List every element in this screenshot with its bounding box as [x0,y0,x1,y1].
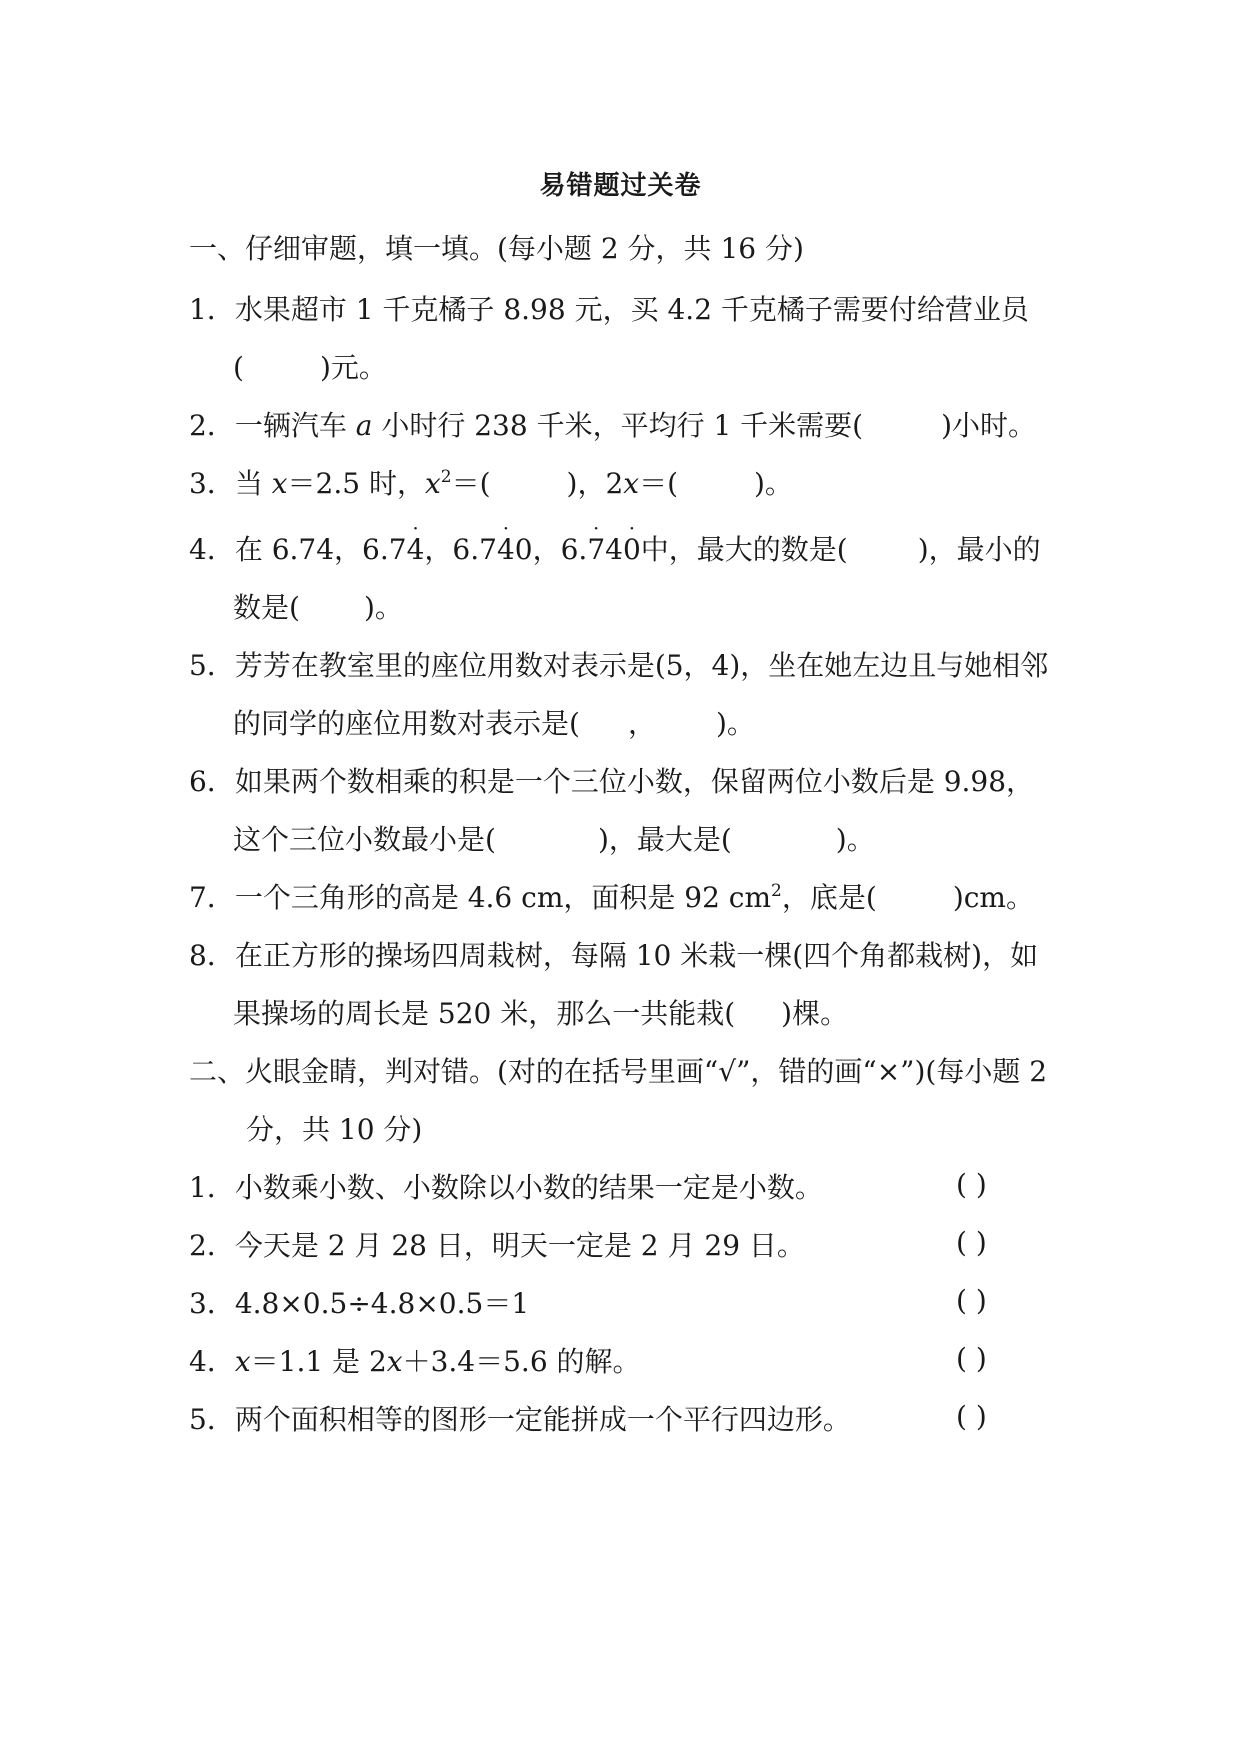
answer-paren-1[interactable]: ( ) [956,1168,987,1201]
judge-item-2: 2．今天是 2 月 28 日，明天一定是 2 月 29 日。 [189,1229,805,1262]
answer-paren-4[interactable]: ( ) [956,1342,987,1375]
question-8-line-1: 8．在正方形的操场四周栽树，每隔 10 米栽一棵(四个角都栽树)，如 [189,939,1039,972]
answer-paren-3[interactable]: ( ) [956,1284,987,1317]
question-4-line-1: 4．在 6.74，6.74 ·，6.74 ·0，6.7 ·40 ·中，最大的数是( )，最小的 [189,530,1041,570]
question-6-line-1: 6．如果两个数相乘的积是一个三位小数，保留两位小数后是 9.98， [189,765,1035,798]
section-1-heading: 一、仔细审题，填一填。(每小题 2 分，共 16 分) [189,232,804,265]
question-2: 2．一辆汽车 a 小时行 238 千米，平均行 1 千米需要( )小时。 [189,409,1037,442]
question-1-line-2: ( )元。 [233,351,387,384]
section-2-heading-line-2: 分，共 10 分) [246,1113,423,1146]
judge-item-5: 5．两个面积相等的图形一定能拼成一个平行四边形。 [189,1403,851,1436]
question-5-line-2: 的同学的座位用数对表示是( ， )。 [233,707,755,740]
answer-paren-2[interactable]: ( ) [956,1226,987,1259]
repeating-decimal-digit: 4 · [407,530,425,570]
page-title: 易错题过关卷 [539,171,702,201]
question-1-line-1: 1．水果超市 1 千克橘子 8.98 元，买 4.2 千克橘子需要付给营业员 [189,293,1029,326]
repeating-decimal-digit: 4 · [497,530,515,570]
section-2-heading-line-1: 二、火眼金睛，判对错。(对的在括号里画“√”，错的画“×”)(每小题 2 [189,1055,1048,1088]
repeating-decimal-digit: 7 · [587,530,605,570]
question-6-line-2: 这个三位小数最小是( )，最大是( )。 [233,823,875,856]
question-3: 3．当 x＝2.5 时，$x^2=$( )，2x＝( )。 [189,467,793,500]
judge-item-4: 4．x＝1.1 是 2x＋3.4＝5.6 的解。 [189,1345,641,1378]
question-7: 7．一个三角形的高是 4.6 cm，面积是 92 $cm^2$，底是( )cm。 [189,881,1034,914]
answer-paren-5[interactable]: ( ) [956,1400,987,1433]
question-4-line-2: 数是( )。 [233,591,403,624]
judge-item-1: 1．小数乘小数、小数除以小数的结果一定是小数。 [189,1171,823,1204]
question-8-line-2: 果操场的周长是 520 米，那么一共能栽( )棵。 [233,997,849,1030]
question-5-line-1: 5．芳芳在教室里的座位用数对表示是(5，4)，坐在她左边且与她相邻 [189,649,1049,682]
repeating-decimal-digit: 0 · [623,530,641,570]
judge-item-3: 3．4.8×0.5÷4.8×0.5＝1 [189,1287,530,1320]
